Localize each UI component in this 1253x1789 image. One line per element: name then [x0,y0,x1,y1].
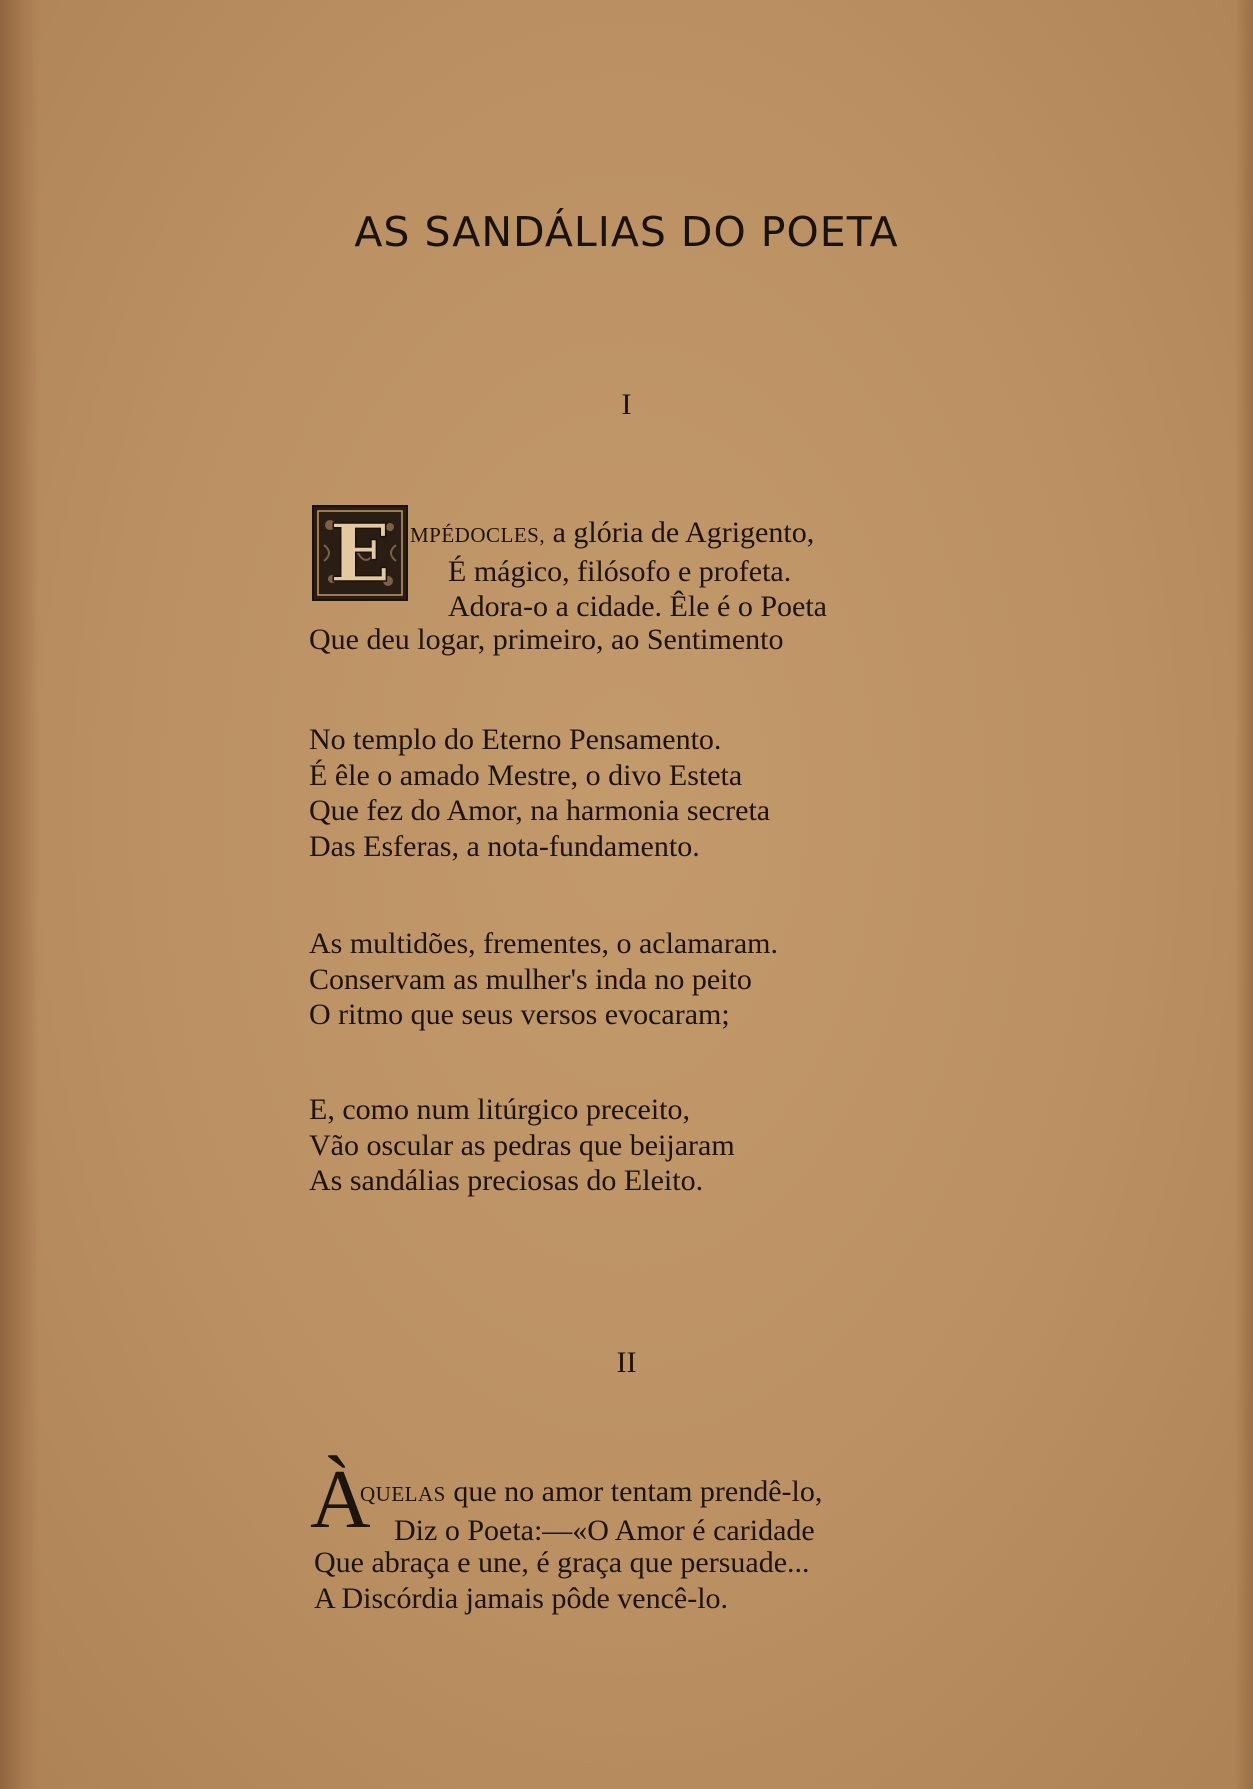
verse-line: No templo do Eterno Pensamento. [309,723,722,756]
verse-line: É mágico, filósofo e profeta. [448,554,792,588]
stanza-5-first-lines [360,1474,822,1548]
verse-line: Que deu logar, primeiro, ao Sentimento [309,623,784,656]
section-number-one: I [621,388,632,421]
verse-line: As multidões, frementes, o aclamaram. [309,927,779,960]
poem-title: AS SANDÁLIAS DO POETA [354,208,899,256]
verse-line: É êle o amado Mestre, o divo Esteta [309,758,743,792]
verse-line: Adora-o a cidade. Êle é o Poeta [448,590,827,623]
stanza-1-first-lines [410,515,827,625]
verse-line: A Discórdia jamais pôde vencê-lo. [314,1581,729,1615]
verse-smallcaps: QUELAS [360,1482,446,1506]
verse-line [360,1474,822,1513]
stanza-4 [309,1092,735,1199]
ornamental-initial-e-icon [312,505,408,601]
page-edge-left [0,0,40,1789]
verse-line: O ritmo que seus versos evocaram; [309,998,730,1031]
verse-line: Vão oscular as pedras que beijaram [309,1128,735,1162]
page-edge-right [1235,0,1253,1789]
verse-smallcaps: MPÉDOCLES, [410,523,546,547]
stanza-5-last-lines [314,1545,810,1616]
verse-line: Diz o Poeta:—«O Amor é caridade [394,1513,815,1547]
dropcap-letter-a: À [310,1453,371,1546]
dropcap-letter-e: E [329,506,391,600]
stanza-2 [309,722,770,864]
verse-line: Que abraça e une, é graça que persuade... [314,1546,810,1579]
stanza-3 [309,926,778,1033]
verse-line: As sandálias preciosas do Eleito. [309,1164,704,1197]
section-number-two: II [616,1346,637,1379]
verse-line: E, como num litúrgico preceito, [309,1093,691,1126]
verse-line [410,515,827,554]
verse-line: Que fez do Amor, na harmonia secreta [309,794,771,827]
stanza-1-last-line [309,622,784,658]
verse-line: Das Esferas, a nota-fundamento. [309,829,700,863]
verse-line: Conservam as mulher's inda no peito [309,962,752,996]
verse-rest: que no amor tentam prendê-lo, [445,1475,823,1508]
verse-rest: a glória de Agrigento, [545,516,815,549]
